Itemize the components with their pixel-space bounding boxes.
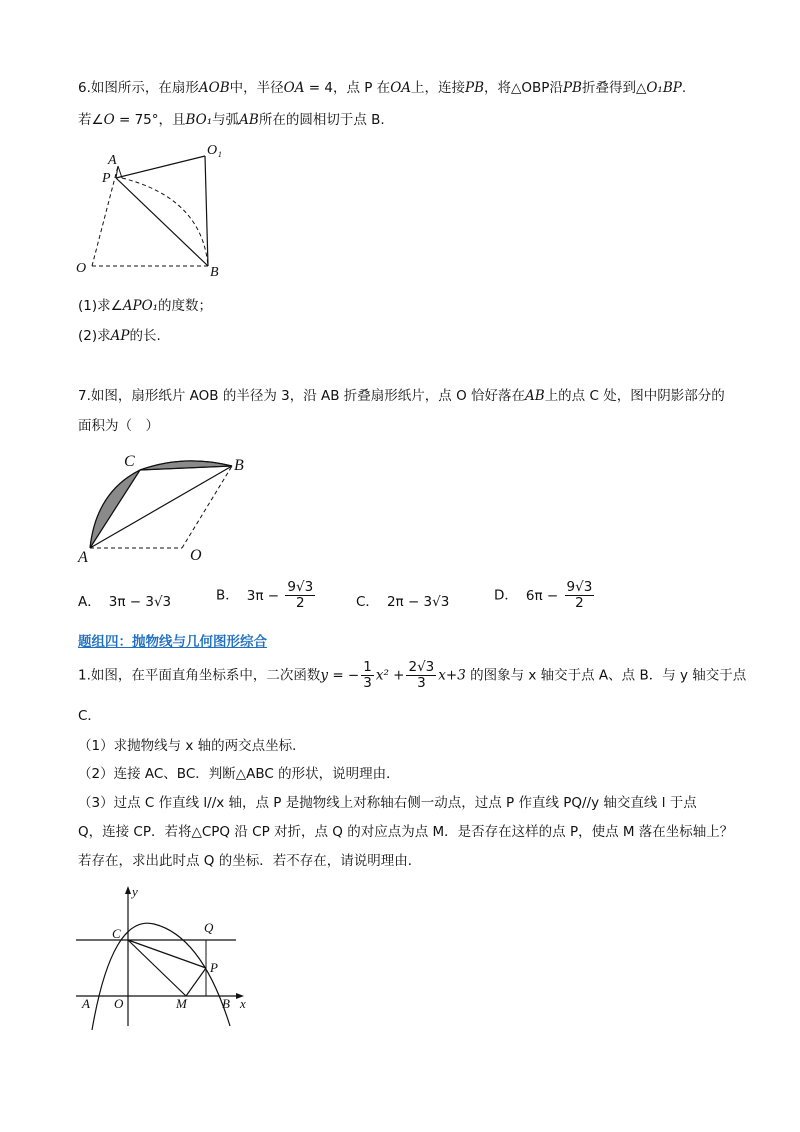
label-c: C — [112, 926, 121, 941]
label-o: O — [76, 261, 87, 276]
q7-option-a: A． 3π − 3√3 — [78, 594, 172, 610]
label-m: M — [176, 996, 187, 1011]
arc-dashed — [122, 178, 208, 266]
q6-stem-line1: 6.如图所示，在扇形AOB中，半径OA = 4，点 P 在OA上，连接PB，将△OBP沿PB折叠得到△O₁BP. — [78, 80, 687, 96]
q1-sub1: （1）求抛物线与 x 轴的两交点坐标． — [78, 738, 306, 754]
q7-option-c: C． 2π − 3√3 — [356, 594, 450, 610]
q6-figure — [72, 138, 232, 280]
label-a: A — [108, 153, 117, 168]
label-b: B — [234, 457, 244, 474]
seg-ob — [182, 466, 232, 548]
q7-stem-line2: 面积为（ ） — [78, 418, 159, 434]
q7-figure — [74, 446, 274, 566]
label-o: O — [114, 996, 124, 1011]
q7-option-d-fraction: $\frac{9√3}{2}$ — [566, 579, 593, 611]
q6-stem-line2: 若∠O = 75°，且BO₁与弧AB所在的圆相切于点 B. — [78, 112, 385, 128]
q1-sub3-line2: Q，连接 CP．若将△CPQ 沿 CP 对折，点 Q 的对应点为点 M．是否存在这样的点 P，使点 M 落在坐标轴上？ — [78, 824, 734, 840]
label-p: P — [102, 171, 111, 186]
seg-ac — [90, 470, 140, 548]
seg-pb — [116, 178, 208, 266]
q7-option-b-fraction: $\frac{9√3}{2}$ — [287, 579, 314, 611]
label-o1: O₁ — [207, 143, 222, 158]
label-x: x — [240, 996, 246, 1011]
q1-fraction-1: $\frac{1}{3}$ — [363, 659, 372, 691]
q1-sub2: （2）连接 AC、BC．判断△ABC 的形状，说明理由． — [78, 766, 400, 782]
q1-sub3-line1: （3）过点 C 作直线 l//x 轴，点 P 是抛物线上对称轴右侧一动点，过点 P 作直线 PQ//y 轴交直线 l 于点 — [78, 795, 697, 811]
y-axis-arrow — [125, 886, 131, 894]
label-o: O — [190, 547, 202, 564]
label-p: P — [210, 960, 218, 975]
label-y: y — [132, 884, 138, 899]
seg-mp — [186, 968, 206, 996]
q7-stem-line1: 7.如图，扇形纸片 AOB 的半径为 3，沿 AB 折叠扇形纸片，点 O 恰好落在AB上的点 C 处，图中阴影部分的 — [78, 388, 725, 404]
q7-option-b: B． 3π − $\frac{9√3}{2}$ — [216, 579, 314, 611]
label-c: C — [124, 453, 135, 470]
q1-stem-line1: 1.如图，在平面直角坐标系中，二次函数y = − $\frac{1}{3}$ x² + $\frac{2√3}{3}$ x+3 的图象与 x 轴交于点 A、点 B．与 y 轴交于点 — [78, 659, 747, 691]
seg-po1 — [116, 156, 205, 178]
seg-cp — [128, 940, 206, 968]
q1-fraction-2: $\frac{2√3}{3}$ — [408, 659, 435, 691]
label-b: B — [222, 996, 230, 1011]
label-a: A — [78, 549, 88, 566]
label-b: B — [210, 265, 219, 280]
q6-sub1: (1)求∠APO₁的度数； — [78, 298, 213, 314]
label-a: A — [82, 996, 90, 1011]
q1-figure — [72, 884, 262, 1030]
label-q: Q — [204, 920, 214, 935]
seg-cm — [128, 940, 186, 996]
q1-stem-line2: C． — [78, 708, 101, 724]
section-heading: 题组四：抛物线与几何图形综合 — [78, 634, 267, 650]
q6-sub2: (2)求AP的长. — [78, 328, 161, 344]
q7-option-d: D． 6π − $\frac{9√3}{2}$ — [494, 579, 593, 611]
q1-sub3-line3: 若存在，求出此时点 Q 的坐标．若不存在，请说明理由． — [78, 853, 422, 869]
